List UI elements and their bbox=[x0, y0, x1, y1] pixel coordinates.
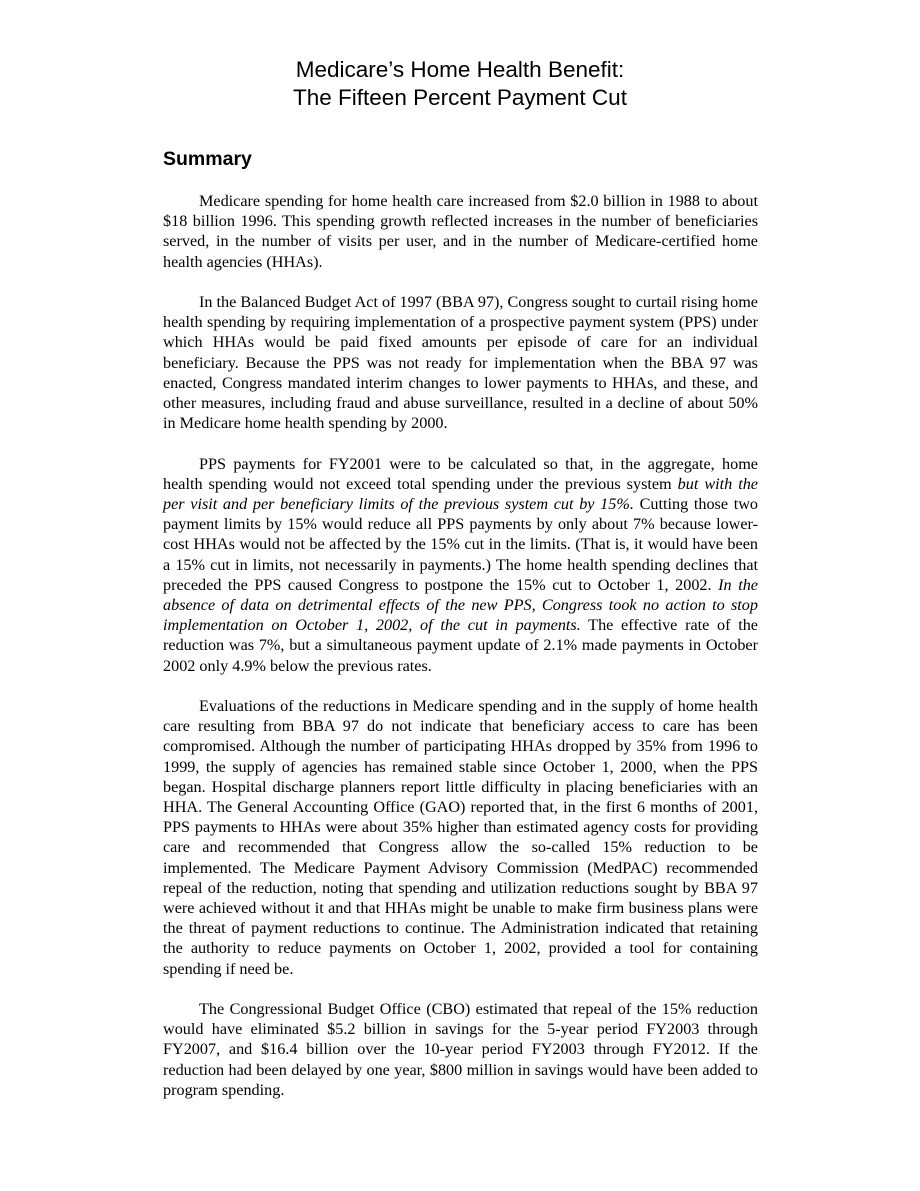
paragraph-3-text-e: The effective rate of the reduction was 7%, but a simultaneous payment update of 2.1% made payments in October 2002 only 4.9% below the previous rates. bbox=[163, 616, 758, 675]
title-line-2: The Fifteen Percent Payment Cut bbox=[293, 85, 627, 110]
paragraph-3-italic-d: In the absence of data on detrimental effects of the new PPS, Congress took no action to stop implementation on October 1, 2002, of the cut in payments. bbox=[163, 575, 758, 635]
title-line-1: Medicare’s Home Health Benefit: bbox=[295, 57, 625, 82]
paragraph-2: In the Balanced Budget Act of 1997 (BBA 97), Congress sought to curtail rising home health spending by requiring implementation of a prospective payment system (PPS) under which HHAs would be paid fixed amounts per episode of care for an individual beneficiary. Because the PPS was not ready for implementation when the BBA 97 was enacted, Congress mandated interim changes to lower payments to HHAs, and these, and other measures, including fraud and abuse surveillance, resulted in a decline of about 50% in Medicare home health spending by 2000. bbox=[163, 293, 758, 433]
section-heading-summary: Summary bbox=[163, 148, 252, 170]
paragraph-1: Medicare spending for home health care increased from $2.0 billion in 1988 to about $18 billion 1996. This spending growth reflected increases in the number of beneficiaries served, in the number of visits per user, and in the number of Medicare-certified home health agencies (HHAs). bbox=[163, 192, 758, 271]
paragraph-5: The Congressional Budget Office (CBO) estimated that repeal of the 15% reduction would have eliminated $5.2 billion in savings for the 5-year period FY2003 through FY2007, and $16.4 billion over the 10-year period FY2003 through FY2012. If the reduction had been delayed by one year, $800 million in savings would have been added to program spending. bbox=[163, 1000, 758, 1099]
summary-body bbox=[163, 191, 758, 1120]
paragraph-3-text-a: PPS payments for FY2001 were to be calculated so that, in the aggregate, home health spending would not exceed total spending under the previous system bbox=[163, 454, 758, 493]
paragraph-4: Evaluations of the reductions in Medicare spending and in the supply of home health care resulting from BBA 97 do not indicate that beneficiary access to care has been compromised. Although the number of participating HHAs dropped by 35% from 1996 to 1999, the supply of agencies has remained stable since October 1, 2000, when the PPS began. Hospital discharge planners report little difficulty in placing beneficiaries with an HHA. The General Accounting Office (GAO) reported that, in the first 6 months of 2001, PPS payments to HHAs were about 35% higher than estimated agency costs for providing care and recommended that Congress allow the so-called 15% reduction to be implemented. The Medicare Payment Advisory Commission (MedPAC) recommended repeal of the reduction, noting that spending and utilization reductions sought by BBA 97 were achieved without it and that HHAs might be unable to make firm business plans were the threat of payment reductions to continue. The Administration indicated that retaining the authority to reduce payments on October 1, 2002, provided a tool for containing spending if need be. bbox=[163, 697, 758, 978]
paragraph-3-italic-b: but with the per visit and per beneficiary limits of the previous system cut by 15%. bbox=[163, 474, 758, 514]
paragraph-3-text-c: Cutting those two payment limits by 15% would reduce all PPS payments by only about 7% because lower-cost HHAs would not be affected by the 15% cut in the limits. (That is, it would have been a 15% cut in limits, not necessarily in payments.) The home health spending declines that preceded the PPS caused Congress to postpone the 15% cut to October 1, 2002. bbox=[163, 495, 758, 594]
paragraph-3 bbox=[163, 454, 758, 676]
document-title bbox=[0, 56, 920, 112]
